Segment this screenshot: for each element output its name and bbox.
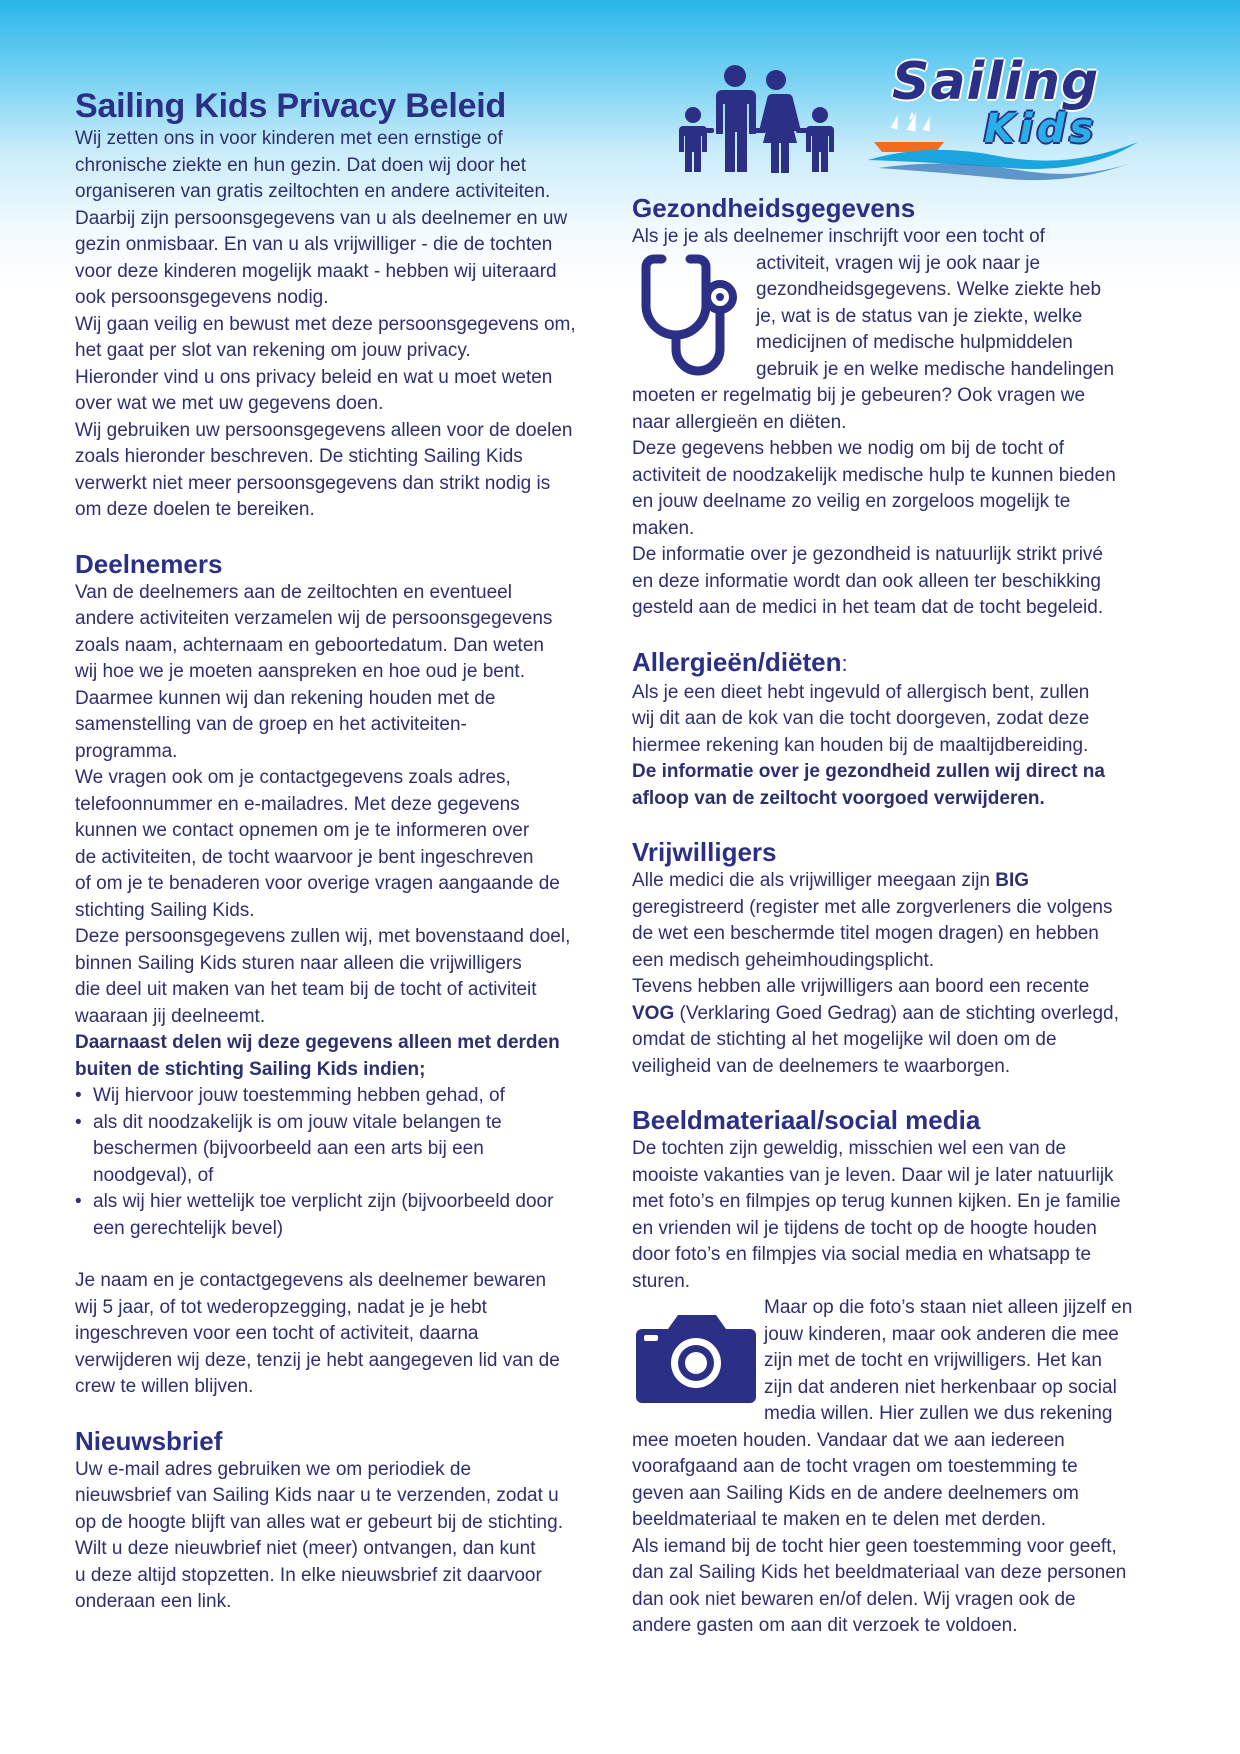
text-line: omdat de stichting al het mogelijke wil doen om de xyxy=(632,1029,1057,1050)
text-line: ingeschreven voor een tocht of activiteit, daarna xyxy=(75,1323,479,1344)
header-logo-area xyxy=(672,48,1152,188)
text-line: Wij gebruiken uw persoonsgegevens alleen voor de doelen xyxy=(75,419,573,441)
text-line: Maar op die foto’s staan niet alleen jijzelf en xyxy=(764,1297,1133,1318)
right-column xyxy=(632,192,1172,1640)
text-line: chronische ziekte en hun gezin. Dat doen wij door het xyxy=(75,154,526,176)
text-line: zijn met de tocht en vrijwilligers. Het kan xyxy=(764,1350,1102,1371)
text-line: met foto’s en filmpjes op terug kunnen kijken. En je familie xyxy=(632,1191,1121,1212)
text-line: hiermee rekening kan houden bij de maaltijdbereiding. xyxy=(632,734,1089,756)
text-line: gezondheidsgegevens. Welke ziekte heb xyxy=(756,279,1102,300)
text-line: activiteit, vragen wij je ook naar je xyxy=(756,252,1041,274)
inline-text: Alle medici die als vrijwilliger meegaan zijn xyxy=(632,870,996,891)
text-line: beeldmateriaal te maken en te delen met derden. xyxy=(632,1509,1047,1530)
list-item xyxy=(75,1083,620,1110)
text-line: de wet een beschermde titel mogen dragen) en hebben xyxy=(632,923,1099,944)
text-line: mee moeten houden. Vandaar dat we aan iedereen xyxy=(632,1429,1065,1451)
bold-text-line: afloop van de zeiltocht voorgoed verwijderen. xyxy=(632,787,1045,809)
text-line: voorafgaand aan de tocht vragen om toestemming te xyxy=(632,1456,1078,1477)
allergie-title-colon: : xyxy=(841,650,848,676)
text-line: om deze doelen te bereiken. xyxy=(75,499,315,520)
list-item-line: noodgeval), of xyxy=(93,1164,214,1186)
text-line: wij hoe we je moeten aanspreken en hoe oud je bent. xyxy=(75,661,525,682)
text-line: verwerkt niet meer persoonsgegevens dan strikt nodig is xyxy=(75,472,551,494)
text-line: en deze informatie wordt dan ook alleen ter beschikking xyxy=(632,570,1101,592)
text-line xyxy=(632,868,1172,895)
text-line: gesteld aan de medici in het team dat de tocht begeleid. xyxy=(632,597,1104,618)
text-line: crew te willen blijven. xyxy=(75,1376,254,1397)
text-line: gebruik je en welke medische handelingen xyxy=(756,358,1115,380)
allergie-title-text: Allergieën/diëten xyxy=(632,646,842,677)
text-line: sturen. xyxy=(632,1270,691,1292)
text-line: je, wat is de status van je ziekte, welke xyxy=(756,305,1083,327)
vrijwilligers-text xyxy=(632,868,1172,1080)
text-line: De informatie over je gezondheid is natuurlijk strikt privé xyxy=(632,544,1103,565)
text-line: voor deze kinderen mogelijk maakt - hebben wij uiteraard xyxy=(75,260,557,282)
text-line: nieuwsbrief van Sailing Kids naar u te verzenden, zodat u xyxy=(75,1485,559,1506)
text-line: stichting Sailing Kids. xyxy=(75,899,255,921)
text-line: wij dit aan de kok van die tocht doorgeven, zodat deze xyxy=(632,708,1090,729)
list-item-line: een gerechtelijk bevel) xyxy=(93,1217,284,1239)
section-title-allergie xyxy=(632,646,1172,680)
text-line: Als iemand bij de tocht hier geen toestemming voor geeft, xyxy=(632,1535,1117,1557)
text-line: medicijnen of medische hulpmiddelen xyxy=(756,332,1073,353)
gezondheid-text xyxy=(632,224,1172,622)
text-line: organiseren van gratis zeiltochten en andere activiteiten. xyxy=(75,181,551,202)
text-line: over wat we met uw gegevens doen. xyxy=(75,393,384,414)
text-line: programma. xyxy=(75,740,178,762)
text-line: naar allergieën en diëten. xyxy=(632,411,847,433)
text-line: u deze altijd stopzetten. In elke nieuwsbrief zit daarvoor xyxy=(75,1564,542,1586)
text-line: Wilt u deze nieuwbrief niet (meer) ontvangen, dan kunt xyxy=(75,1538,536,1559)
text-line: binnen Sailing Kids sturen naar alleen die vrijwilligers xyxy=(75,952,522,974)
text-line: geregistreerd (register met alle zorgverleners die volgens xyxy=(632,896,1113,918)
text-line: gezin onmisbaar. En van u als vrijwilliger - die de tochten xyxy=(75,234,553,255)
text-line: media willen. Hier zullen we dus rekening xyxy=(764,1403,1113,1424)
text-line: Daarbij zijn persoonsgegevens van u als deelnemer en uw xyxy=(75,207,568,229)
text-line: zijn dat anderen niet herkenbaar op social xyxy=(764,1376,1117,1398)
beeld-text xyxy=(632,1136,1172,1640)
text-line: en jouw deelname zo veilig en zorgeloos mogelijk te xyxy=(632,491,1071,512)
text-line: Uw e-mail adres gebruiken we om periodiek de xyxy=(75,1458,472,1480)
text-line: het gaat per slot van rekening om jouw privacy. xyxy=(75,340,471,361)
text-line: Wij zetten ons in voor kinderen met een ernstige of xyxy=(75,128,503,149)
text-line: samenstelling van de groep en het activiteiten- xyxy=(75,714,467,735)
conditions-list xyxy=(75,1083,620,1242)
logo-word-sailing: Sailing xyxy=(892,52,1100,112)
deelnemers-text xyxy=(75,580,620,1401)
bold-text-line: De informatie over je gezondheid zullen wij direct na xyxy=(632,761,1105,782)
left-column xyxy=(75,86,620,1616)
text-line: activiteit de noodzakelijk medische hulp te kunnen bieden xyxy=(632,464,1116,486)
text-line: Als je een dieet hebt ingevuld of allergisch bent, zullen xyxy=(632,681,1090,703)
list-item-line: • als dit noodzakelijk is om jouw vitale belangen te xyxy=(93,1111,502,1133)
family-icon xyxy=(672,62,847,177)
text-line: zoals naam, achternaam en geboortedatum. Dan weten xyxy=(75,634,544,656)
text-line: door foto’s en filmpjes via social media en whatsapp te xyxy=(632,1244,1092,1265)
section-title-nieuwsbrief: Nieuwsbrief xyxy=(75,1425,223,1456)
list-item-line: • als wij hier wettelijk toe verplicht zijn (bijvoorbeeld door xyxy=(93,1191,554,1212)
sailing-kids-logo xyxy=(868,48,1138,188)
section-title-deelnemers: Deelnemers xyxy=(75,548,223,579)
text-line: wij 5 jaar, of tot wederopzegging, nadat je je hebt xyxy=(75,1296,487,1318)
text-line: Daarmee kunnen wij dan rekening houden met de xyxy=(75,687,496,709)
text-line: maken. xyxy=(632,517,695,539)
text-line: Hieronder vind u ons privacy beleid en wat u moet weten xyxy=(75,366,553,388)
text-line: veiligheid van de deelnemers te waarborgen. xyxy=(632,1055,1011,1077)
camera-icon xyxy=(632,1301,760,1417)
text-line: ook persoonsgegevens nodig. xyxy=(75,287,329,308)
allergie-text xyxy=(632,680,1172,813)
text-line: en vrienden wil je tijdens de tocht op de hoogte houden xyxy=(632,1217,1097,1239)
text-line: Je naam en je contactgegevens als deelnemer bewaren xyxy=(75,1270,547,1291)
text-line: geven aan Sailing Kids en de andere deelnemers om xyxy=(632,1482,1079,1504)
inline-bold-text: BIG xyxy=(995,870,1030,891)
text-line: die deel uit maken van het team bij de tocht of activiteit xyxy=(75,979,537,1000)
section-title-gezondheid: Gezondheidsgegevens xyxy=(632,193,916,223)
stethoscope-icon xyxy=(632,251,752,381)
text-line: moeten er regelmatig bij je gebeuren? Ook vragen we xyxy=(632,385,1086,406)
list-item-line: beschermen (bijvoorbeeld aan een arts bij een xyxy=(93,1138,484,1159)
text-line: De tochten zijn geweldig, misschien wel een van de xyxy=(632,1138,1067,1159)
logo-word-kids: Kids xyxy=(984,106,1098,152)
text-line: Van de deelnemers aan de zeiltochten en eventueel xyxy=(75,581,512,603)
text-line: telefoonnummer en e-mailadres. Met deze gegevens xyxy=(75,793,520,815)
text-line: Wij gaan veilig en bewust met deze persoonsgegevens om, xyxy=(75,313,576,335)
text-line: Als je je als deelnemer inschrijft voor een tocht of xyxy=(632,226,1045,247)
spacer xyxy=(75,1242,620,1268)
section-title-beeldmateriaal: Beeldmateriaal/social media xyxy=(632,1105,981,1135)
text-line: zoals hieronder beschreven. De stichting Sailing Kids xyxy=(75,446,523,467)
text-line xyxy=(632,1001,1172,1028)
text-line: dan ook niet bewaren en/of delen. Wij vragen ook de xyxy=(632,1588,1076,1610)
bold-text-line: Daarnaast delen wij deze gegevens alleen met derden xyxy=(75,1032,560,1053)
text-line: Deze gegevens hebben we nodig om bij de tocht of xyxy=(632,438,1065,459)
list-item xyxy=(75,1189,620,1242)
text-line: jouw kinderen, maar ook anderen die mee xyxy=(764,1323,1119,1345)
text-line: andere activiteiten verzamelen wij de persoonsgegevens xyxy=(75,608,553,629)
text-line: We vragen ook om je contactgegevens zoals adres, xyxy=(75,767,511,788)
text-line: dan zal Sailing Kids het beeldmateriaal van deze personen xyxy=(632,1562,1127,1583)
list-item xyxy=(75,1110,620,1190)
text-line: waaraan jij deelneemt. xyxy=(75,1005,266,1027)
text-line: kunnen we contact opnemen om je te informeren over xyxy=(75,820,530,841)
text-line: een medisch geheimhoudingsplicht. xyxy=(632,949,935,971)
intro-text xyxy=(75,126,620,524)
section-title-vrijwilligers: Vrijwilligers xyxy=(632,837,777,867)
text-line: Tevens hebben alle vrijwilligers aan boord een recente xyxy=(632,976,1090,997)
text-line: mooiste vakanties van je leven. Daar wil je later natuurlijk xyxy=(632,1164,1114,1186)
nieuwsbrief-text xyxy=(75,1457,620,1616)
text-line: op de hoogte blijft van alles wat er gebeurt bij de stichting. xyxy=(75,1511,563,1533)
list-item-line: • Wij hiervoor jouw toestemming hebben gehad, of xyxy=(93,1085,505,1106)
text-line: de activiteiten, de tocht waarvoor je bent ingeschreven xyxy=(75,846,534,868)
text-line: verwijderen wij deze, tenzij je hebt aangegeven lid van de xyxy=(75,1349,560,1371)
page-title: Sailing Kids Privacy Beleid xyxy=(75,87,507,125)
bold-text-line: buiten de stichting Sailing Kids indien; xyxy=(75,1058,426,1080)
text-line: onderaan een link. xyxy=(75,1591,232,1612)
inline-text: (Verklaring Goed Gedrag) aan de stichting overlegd, xyxy=(674,1002,1119,1024)
text-line: of om je te benaderen voor overige vragen aangaande de xyxy=(75,873,560,894)
inline-bold-text: VOG xyxy=(632,1002,675,1024)
text-line: Deze persoonsgegevens zullen wij, met bovenstaand doel, xyxy=(75,926,571,947)
text-line: andere gasten om aan dit verzoek te voldoen. xyxy=(632,1615,1018,1636)
